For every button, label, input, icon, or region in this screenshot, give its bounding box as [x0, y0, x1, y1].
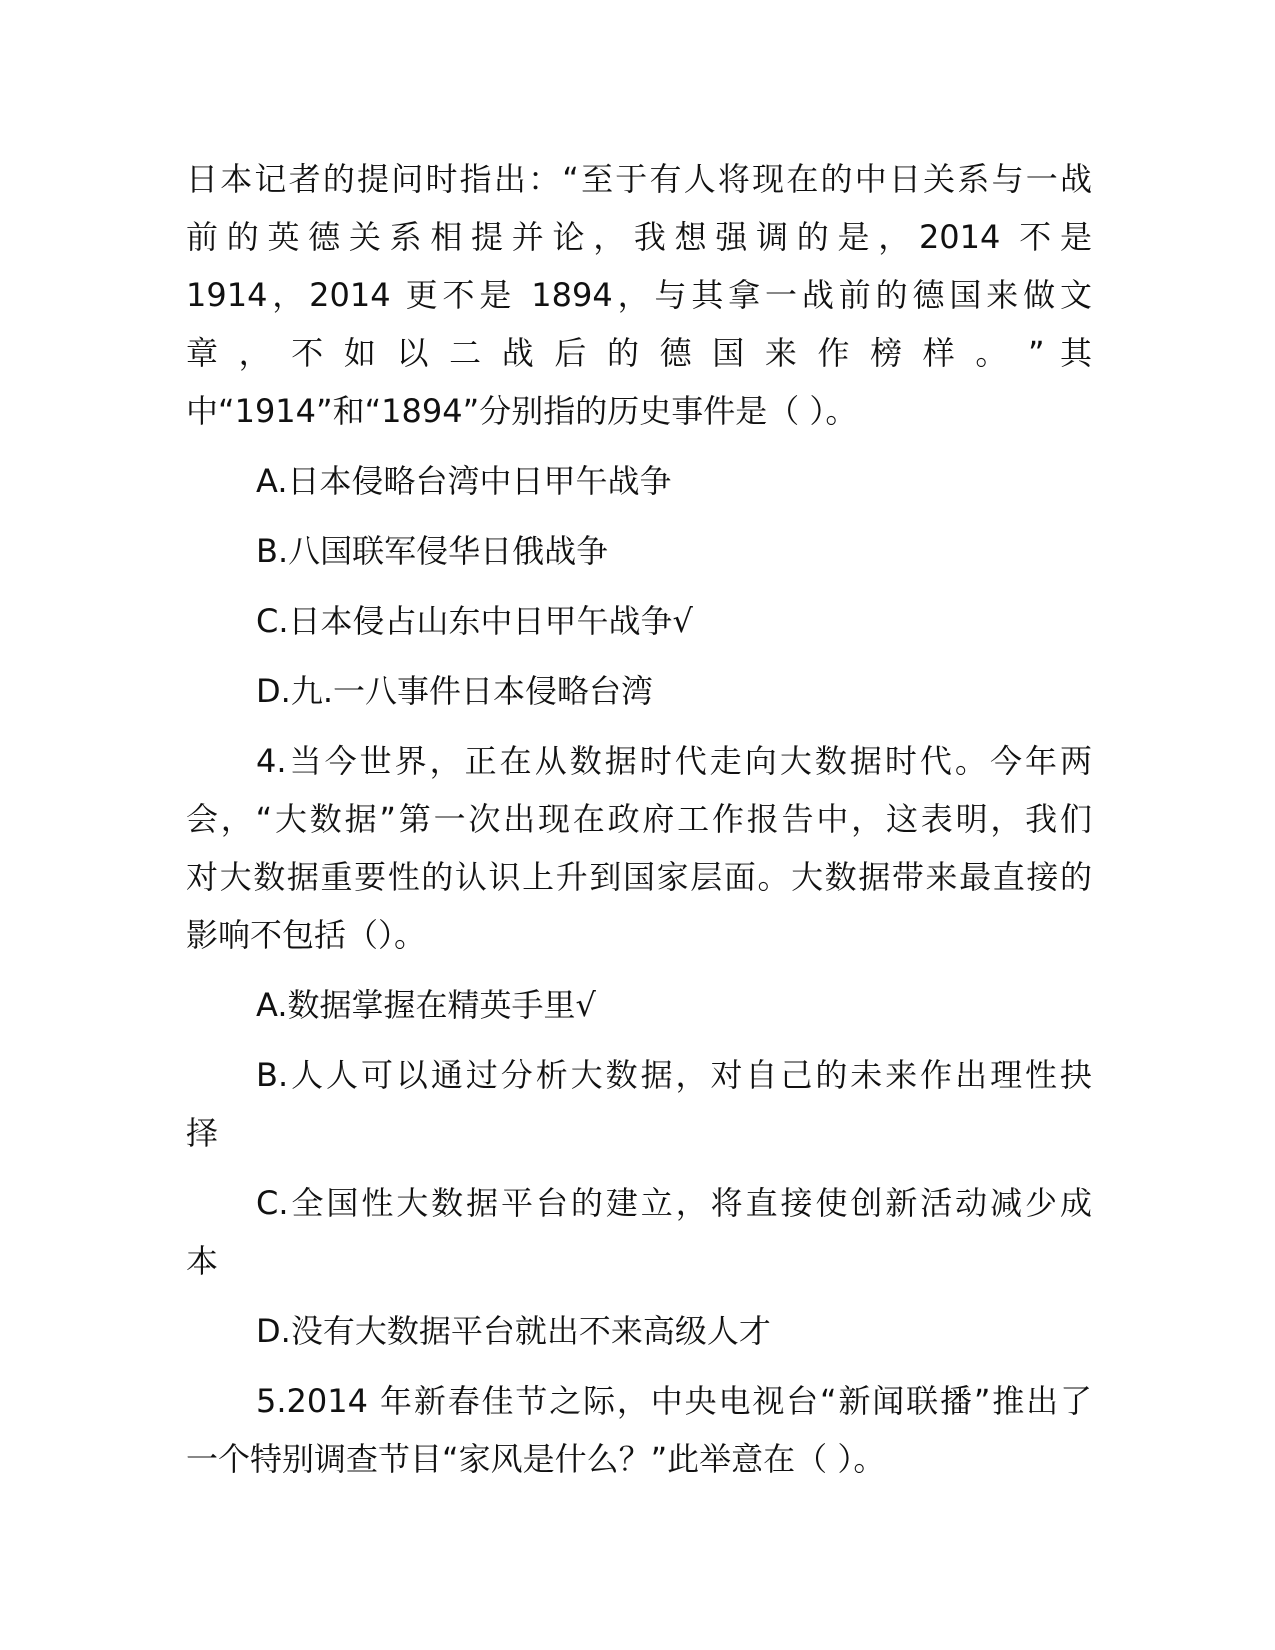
- question-4-stem-line: 4.当今世界，正在从数据时代走向大数据时代。今年两: [256, 742, 1092, 780]
- question-3-stem-line: 日本记者的提问时指出：“至于有人将现在的中日关系与一战: [186, 160, 1092, 198]
- question-4-stem-line: 影响不包括（）。: [186, 916, 427, 954]
- question-4-option-c: C.全国性大数据平台的建立，将直接使创新活动减少成: [256, 1184, 1092, 1222]
- question-4-stem-line: 会，“大数据”第一次出现在政府工作报告中，这表明，我们: [186, 800, 1092, 838]
- question-3-stem-line: 前的英德关系相提并论，我想强调的是，2014 不是: [186, 218, 1092, 256]
- question-5-stem-line: 一个特别调查节目“家风是什么？”此举意在（ ）。: [186, 1440, 886, 1478]
- question-4-option-d: D.没有大数据平台就出不来高级人才: [256, 1312, 771, 1350]
- question-3-option-a: A.日本侵略台湾中日甲午战争: [256, 462, 672, 500]
- question-3-option-c: C.日本侵占山东中日甲午战争√: [256, 602, 693, 640]
- document-page: [186, 150, 1092, 1488]
- question-3-stem-line: 章 ， 不 如 以 二 战 后 的 德 国 来 作 榜 样 。 ” 其: [186, 334, 1092, 372]
- question-4-option-b: B.人人可以通过分析大数据，对自己的未来作出理性抉: [256, 1056, 1092, 1094]
- question-5-stem-line: 5.2014 年新春佳节之际，中央电视台“新闻联播”推出了: [256, 1382, 1092, 1420]
- question-4-option-a: A.数据掌握在精英手里√: [256, 986, 596, 1024]
- question-4: [186, 732, 1092, 1360]
- question-3-option-d: D.九.一八事件日本侵略台湾: [256, 672, 653, 710]
- question-3-stem-line: 中“1914”和“1894”分别指的历史事件是（ ）。: [186, 392, 858, 430]
- question-3-stem-line: 1914，2014 更不是 1894，与其拿一战前的德国来做文: [186, 276, 1092, 314]
- question-4-option-b-continued: 择: [186, 1114, 219, 1152]
- question-3: [186, 150, 1092, 720]
- question-5: [186, 1372, 1092, 1488]
- question-3-option-b: B.八国联军侵华日俄战争: [256, 532, 609, 570]
- question-4-option-c-continued: 本: [186, 1242, 219, 1280]
- question-4-stem-line: 对大数据重要性的认识上升到国家层面。大数据带来最直接的: [186, 858, 1092, 896]
